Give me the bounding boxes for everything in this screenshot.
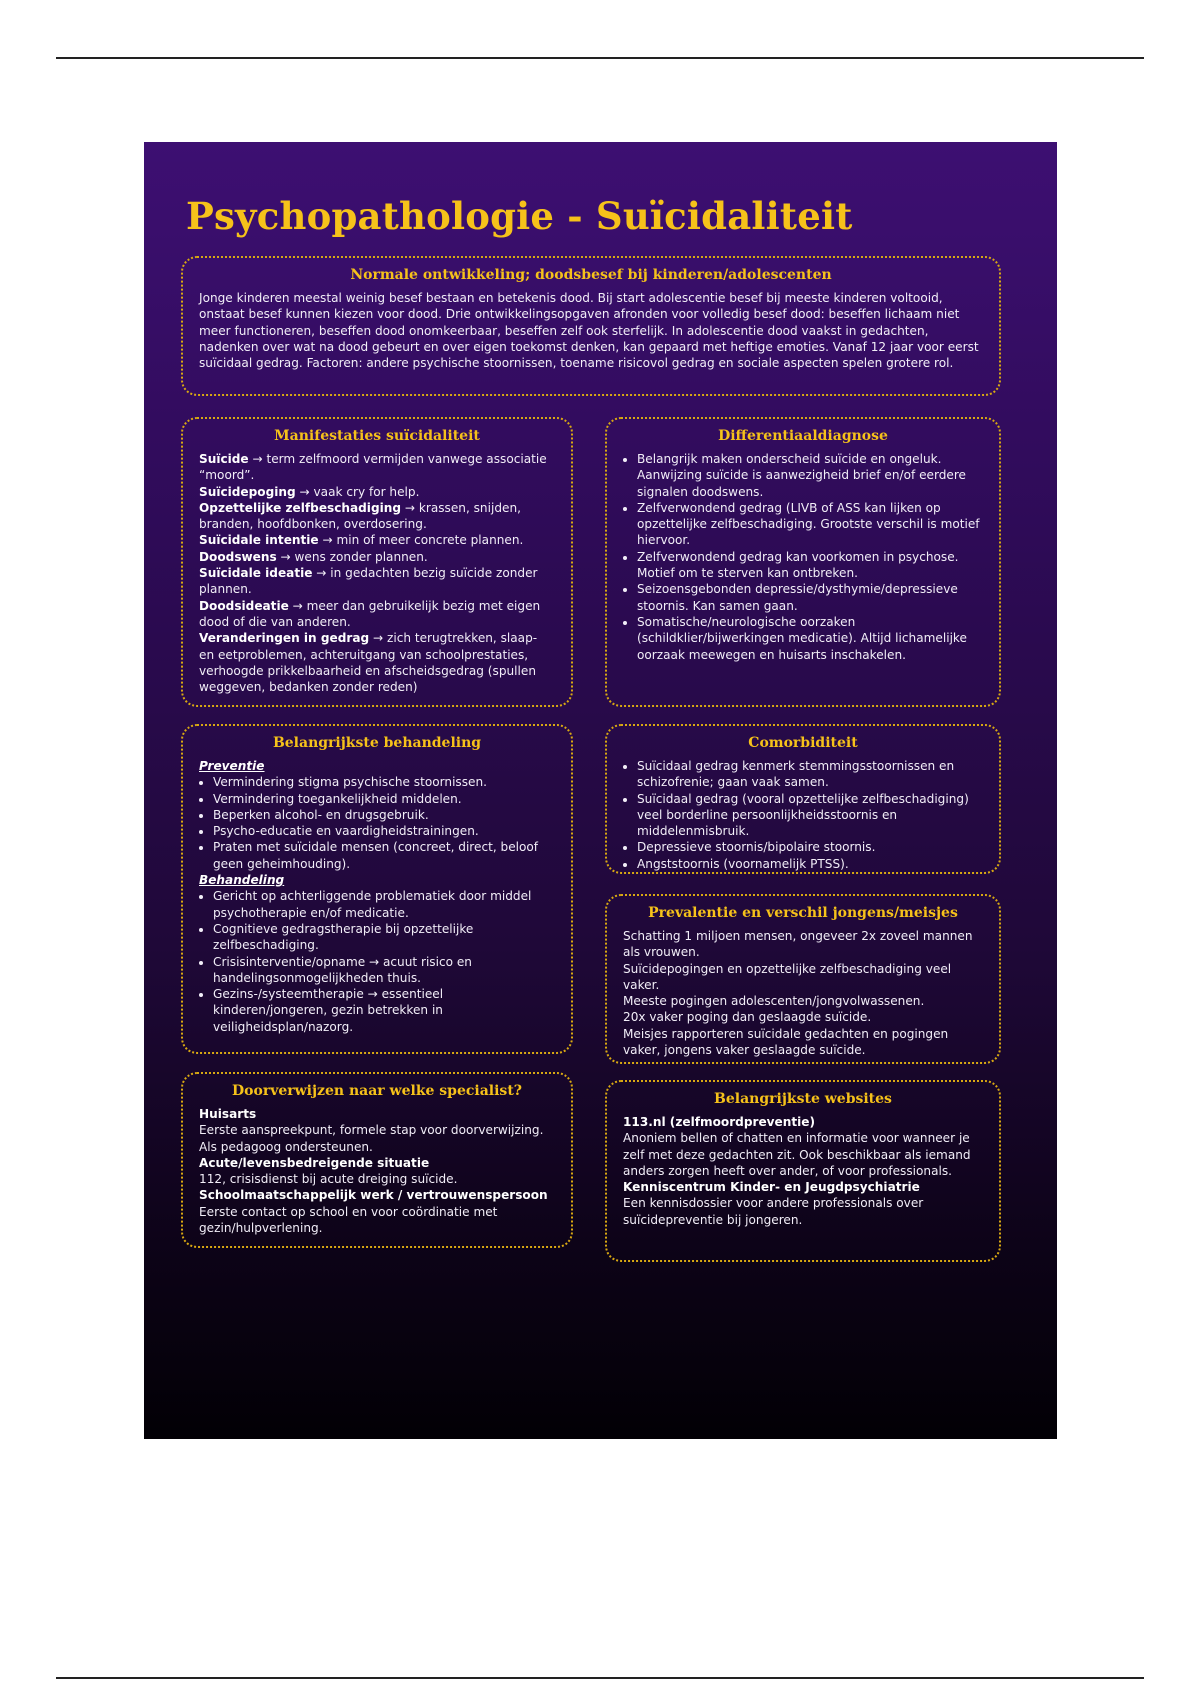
text-line: 20x vaker poging dan geslaagde suïcide.	[623, 1010, 872, 1025]
section-heading: Normale ontwikkeling; doodsbesef bij kinderen/adolescenten	[350, 267, 832, 283]
definition-entry	[199, 451, 555, 484]
section-normale-ontwikkeling	[181, 256, 1001, 396]
definition-text: → term zelfmoord vermijden vanwege associatie “moord”.	[199, 452, 547, 483]
definition-term: Schoolmaatschappelijk werk / vertrouwenspersoon	[199, 1188, 548, 1203]
text-line: Schatting 1 miljoen mensen, ongeveer 2x zoveel mannen als vrouwen.	[623, 929, 973, 960]
list-item: • Beperken alcohol- en drugsgebruik.	[213, 807, 555, 823]
section-heading: Comorbiditeit	[748, 735, 858, 751]
section-heading: Prevalentie en verschil jongens/meisjes	[648, 905, 958, 921]
definition-text: → meer dan gebruikelijk bezig met eigen dood of die van anderen.	[199, 598, 541, 629]
section-heading: Doorverwijzen naar welke specialist?	[232, 1083, 522, 1099]
list-item: • Depressieve stoornis/bipolaire stoornis.	[637, 839, 983, 855]
bullet-list	[199, 774, 555, 872]
poster-title: Psychopathologie - Suïcidaliteit	[186, 194, 853, 238]
definition-term: Kenniscentrum Kinder- en Jeugdpsychiatrie	[623, 1180, 920, 1195]
definition-text: Anoniem bellen of chatten en informatie voor wanneer je zelf met deze gedachten zit. Ook beschikbaar als iemand anders zorgen heeft over ander, of voor professionals.	[623, 1131, 971, 1178]
definition-term: Huisarts	[199, 1107, 257, 1121]
definition-entry	[199, 598, 555, 631]
text-lines	[623, 928, 983, 1058]
list-item: • Zelfverwondend gedrag (LIVB of ASS kan lijken op opzettelijke zelfbeschadiging. Grootste verschil is motief hiervoor.	[637, 500, 983, 549]
section-behandeling	[181, 724, 573, 1054]
definition-list	[199, 1106, 555, 1236]
list-item: • Seizoensgebonden depressie/dysthymie/depressieve stoornis. Kan samen gaan.	[637, 581, 983, 614]
list-item: • Vermindering stigma psychische stoornissen.	[213, 774, 555, 790]
page-bottom-rule	[56, 1677, 1144, 1679]
list-item: • Crisisinterventie/opname → acuut risico en handelingsonmogelijkheden thuis.	[213, 954, 555, 987]
section-heading: Differentiaaldiagnose	[718, 428, 888, 444]
section-manifestaties	[181, 417, 573, 707]
definition-text: → wens zonder plannen.	[276, 549, 428, 564]
definition-list	[199, 451, 555, 695]
definition-text: → in gedachten bezig suïcide zonder plannen.	[199, 566, 538, 597]
definition-term: 113.nl (zelfmoordpreventie)	[623, 1115, 815, 1129]
section-text: Jonge kinderen meestal weinig besef bestaan en betekenis dood. Bij start adolescentie besef bij meeste kinderen voltooid, onstaat besef kunnen kiezen voor dood. Drie ontwikkelingsopgaven afronden voor volledig besef dood: beseffen lichaam niet meer functioneren, beseffen dood onomkeerbaar, beseffen zelf ook sterfelijk. In adolescentie dood vaakst in gedachten, nadenken over wat na dood gebeurt en over eigen toekomst denken, kan gepaard met heftige emoties. Vanaf 12 jaar voor eerst suïcidaal gedrag. Factoren: andere psychische stoornissen, toename risicovol gedrag en sociale aspecten spelen grotere rol.	[199, 291, 979, 371]
definition-text: → vaak cry for help.	[295, 484, 420, 499]
definition-text: Eerste aanspreekpunt, formele stap voor doorverwijzing. Als pedagoog ondersteunen.	[199, 1123, 544, 1154]
definition-term: Acute/levensbedreigende situatie	[199, 1155, 430, 1170]
list-item: • Gezins-/systeemtherapie → essentieel kinderen/jongeren, gezin betrekken in veiligheidsplan/nazorg.	[213, 986, 555, 1035]
definition-term: Suïcidepoging	[199, 484, 296, 499]
text-line: Meeste pogingen adolescenten/jongvolwassenen.	[623, 994, 925, 1009]
section-doorverwijzen	[181, 1072, 573, 1248]
section-prevalentie	[605, 894, 1001, 1064]
list-item: • Gericht op achterliggende problematiek door middel psychotherapie en/of medicatie.	[213, 888, 555, 921]
subheading-behandeling: Behandeling	[199, 873, 285, 888]
definition-term: Suïcide	[199, 452, 249, 466]
section-heading: Belangrijkste behandeling	[272, 735, 482, 751]
list-item: • Suïcidaal gedrag (vooral opzettelijke zelfbeschadiging) veel borderline persoonlijkheidsstoornis en middelenmisbruik.	[637, 791, 983, 840]
bullet-list	[199, 888, 555, 1035]
definition-entry	[199, 630, 555, 695]
section-heading: Belangrijkste websites	[714, 1091, 892, 1107]
list-item: • Vermindering toegankelijkheid middelen.	[213, 791, 555, 807]
definition-term: Doodswens	[199, 549, 277, 564]
definition-entry	[199, 484, 555, 500]
list-item: • Cognitieve gedragstherapie bij opzettelijke zelfbeschadiging.	[213, 921, 555, 954]
list-item: • Praten met suïcidale mensen (concreet, direct, beloof geen geheimhouding).	[213, 839, 555, 872]
text-line: Meisjes rapporteren suïcidale gedachten en pogingen vaker, jongens vaker geslaagde suïcide.	[623, 1026, 949, 1058]
list-item: • Belangrijk maken onderscheid suïcide en ongeluk. Aanwijzing suïcide is aanwezigheid brief en/of eerdere signalen doodswens.	[637, 451, 983, 500]
page-top-rule	[56, 57, 1144, 59]
definition-term: Opzettelijke zelfbeschadiging	[199, 500, 402, 515]
list-item: • Suïcidaal gedrag kenmerk stemmingsstoornissen en schizofrenie; gaan vaak samen.	[637, 758, 983, 791]
definition-entry	[199, 500, 555, 533]
definition-term: Suïcidale ideatie	[199, 566, 313, 581]
list-item: • Psycho-educatie en vaardigheidstrainingen.	[213, 823, 555, 839]
section-comorbiditeit	[605, 724, 1001, 874]
definition-term: Suïcidale intentie	[199, 533, 319, 548]
definition-text: → zich terugtrekken, slaap- en eetproblemen, achteruitgang van schoolprestaties, verhoogde prikkelbaarheid en afscheidsgedrag (spullen weggeven, bedanken zonder reden)	[199, 631, 538, 695]
definition-text: → krassen, snijden, branden, hoofdbonken, overdosering.	[199, 500, 521, 532]
list-item: • Somatische/neurologische oorzaken (schildklier/bijwerkingen medicatie). Altijd lichamelijke oorzaak meewegen en huisarts inschakelen.	[637, 614, 983, 663]
definition-list	[623, 1114, 983, 1228]
text-line: Suïcidepogingen en opzettelijke zelfbeschadiging veel vaker.	[623, 961, 952, 992]
definition-text: Een kennisdossier voor andere professionals over suïcidepreventie bij jongeren.	[623, 1196, 924, 1227]
definition-term: Doodsideatie	[199, 598, 289, 613]
definition-text: Eerste contact op school en voor coördinatie met gezin/hulpverlening.	[199, 1204, 498, 1236]
poster	[144, 142, 1057, 1439]
definition-text: 112, crisisdienst bij acute dreiging suïcide.	[199, 1172, 458, 1187]
section-heading: Manifestaties suïcidaliteit	[274, 428, 480, 444]
definition-entry	[199, 532, 555, 548]
list-item: • Angststoornis (voornamelijk PTSS).	[637, 856, 983, 872]
bullet-list	[623, 758, 983, 872]
bullet-list	[623, 451, 983, 663]
definition-entry	[199, 565, 555, 598]
list-item: • Zelfverwondend gedrag kan voorkomen in psychose. Motief om te sterven kan ontbreken.	[637, 549, 983, 582]
section-differentiaaldiagnose	[605, 417, 1001, 707]
definition-term: Veranderingen in gedrag	[199, 631, 370, 646]
subheading-preventie: Preventie	[199, 759, 265, 773]
definition-entry	[199, 549, 555, 565]
section-websites	[605, 1080, 1001, 1262]
definition-text: → min of meer concrete plannen.	[318, 533, 524, 548]
